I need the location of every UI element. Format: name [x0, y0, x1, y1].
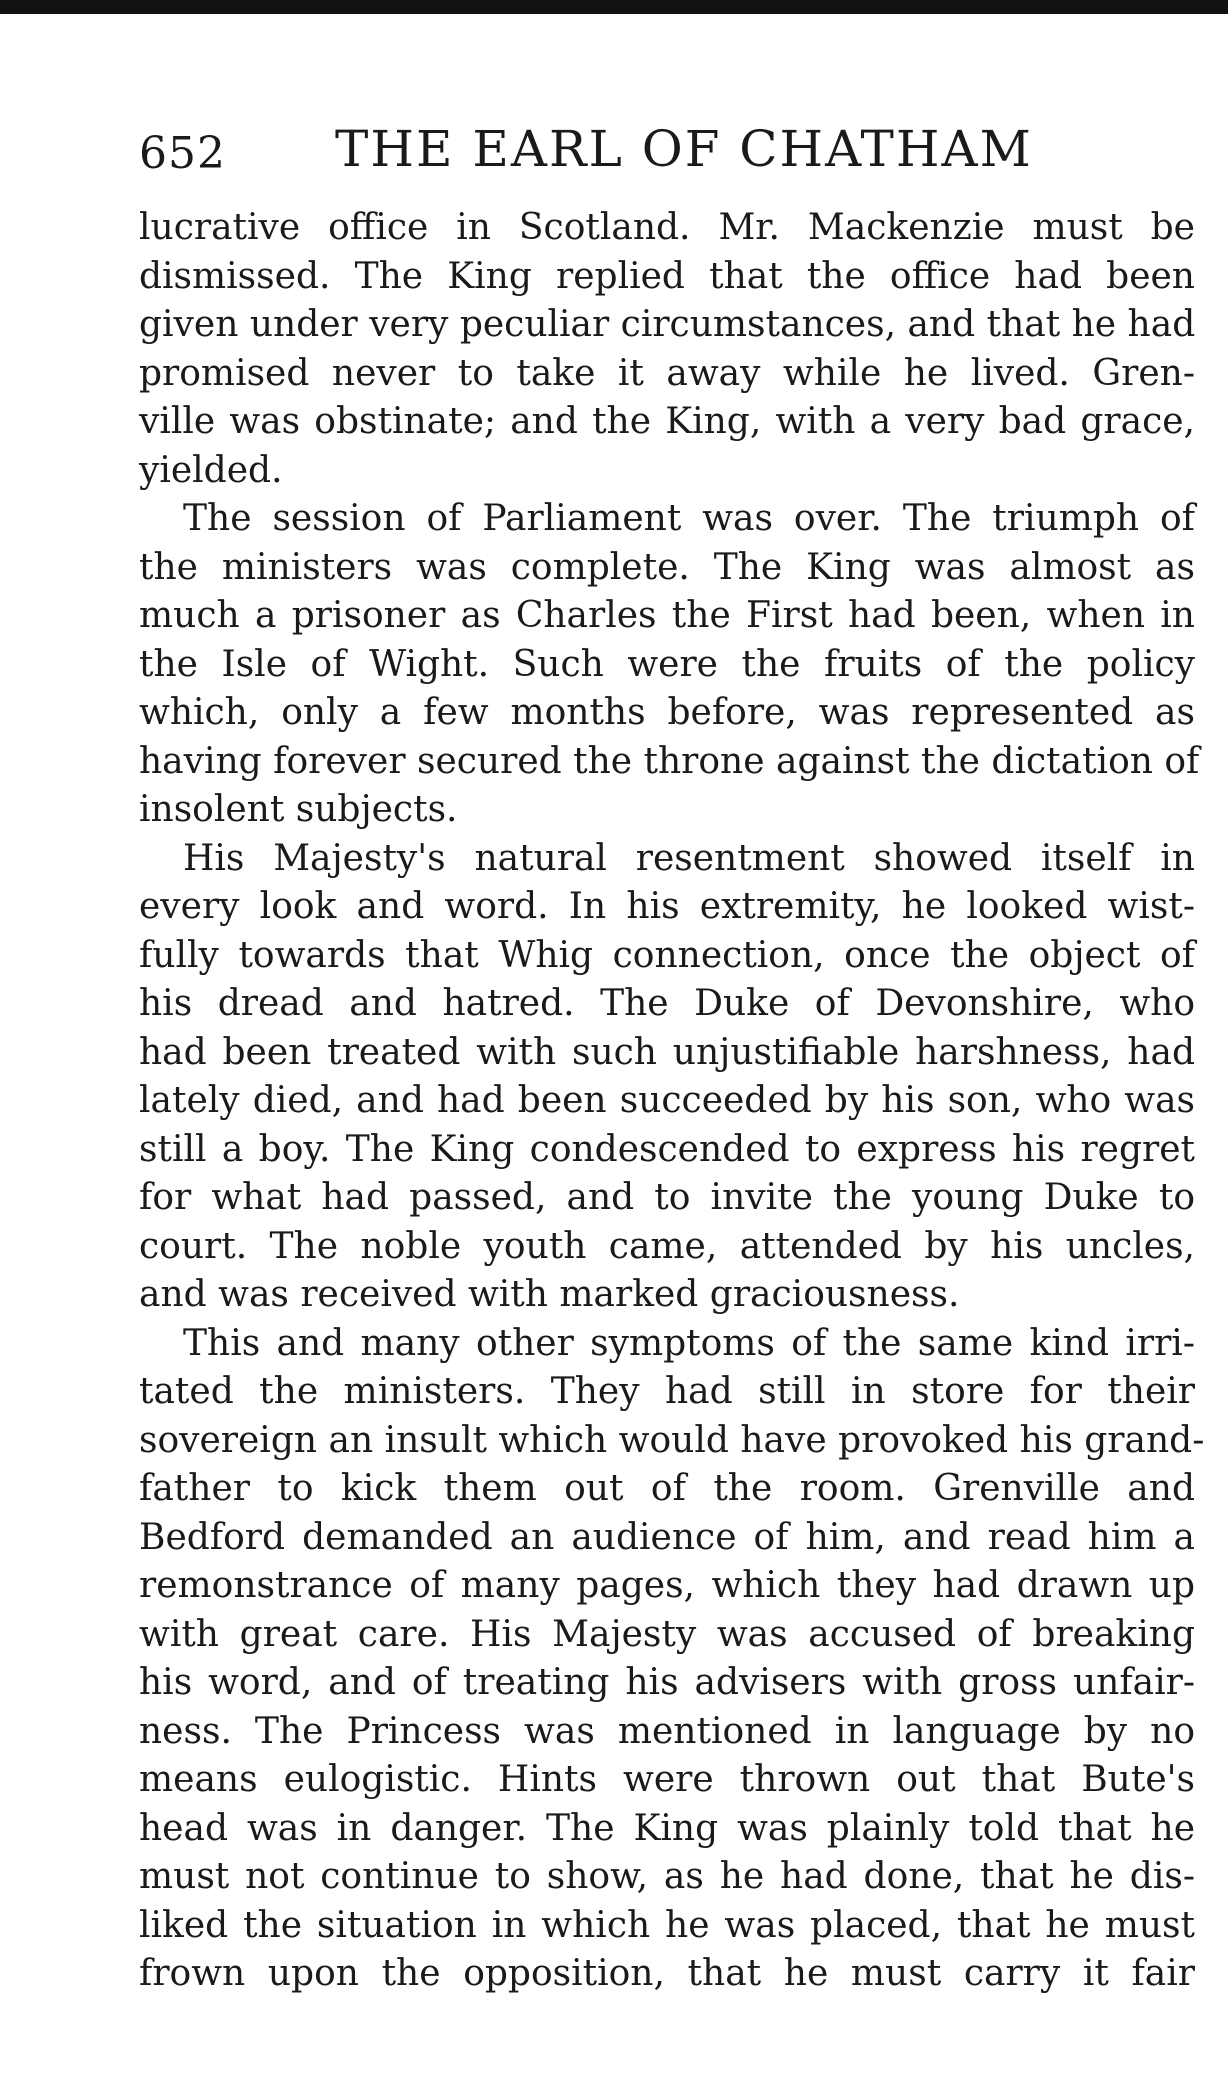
- text-line: lucrative office in Scotland. Mr. Mackenzie must be: [139, 207, 1195, 248]
- text-line: his dread and hatred. The Duke of Devonshire, who: [139, 983, 1195, 1024]
- text-line: and was received with marked graciousness.: [139, 1274, 960, 1315]
- paragraph: [139, 204, 1195, 495]
- text-line: frown upon the opposition, that he must carry it fair: [139, 1953, 1195, 1994]
- text-line: means eulogistic. Hints were thrown out that Bute's: [139, 1759, 1195, 1800]
- text-line: much a prisoner as Charles the First had been, when in: [139, 595, 1195, 636]
- text-line: with great care. His Majesty was accused of breaking: [139, 1613, 1195, 1655]
- text-line: the ministers was complete. The King was almost as: [139, 546, 1195, 588]
- text-line: the Isle of Wight. Such were the fruits of the policy: [139, 643, 1195, 685]
- text-line: having forever secured the throne against the dictation of: [139, 740, 1200, 782]
- running-head: [139, 120, 1195, 190]
- text-line: given under very peculiar circumstances, and that he had: [139, 304, 1196, 345]
- text-line: His Majesty's natural resentment showed itself in: [183, 837, 1195, 879]
- running-title: THE EARL OF CHATHAM: [335, 120, 1033, 178]
- body-text: [139, 204, 1205, 1999]
- text-line: head was in danger. The King was plainly told that he: [139, 1807, 1195, 1849]
- paragraph: [139, 835, 1195, 1320]
- text-line: had been treated with such unjustifiable harshness, had: [139, 1031, 1195, 1073]
- paragraph: [139, 1320, 1205, 1999]
- text-line: insolent subjects.: [139, 789, 458, 830]
- text-line: remonstrance of many pages, which they had drawn up: [139, 1565, 1195, 1606]
- text-line: yielded.: [139, 449, 283, 491]
- text-line: ness. The Princess was mentioned in language by no: [139, 1710, 1195, 1752]
- text-line: every look and word. In his extremity, he looked wist-: [139, 886, 1195, 927]
- text-line: court. The noble youth came, attended by his uncles,: [139, 1225, 1195, 1267]
- text-line: for what had passed, and to invite the young Duke to: [139, 1177, 1195, 1218]
- text-line: must not continue to show, as he had done, that he dis-: [139, 1856, 1195, 1897]
- text-line: father to kick them out of the room. Grenville and: [139, 1468, 1195, 1509]
- text-line: liked the situation in which he was placed, that he must: [139, 1904, 1195, 1946]
- text-line: ville was obstinate; and the King, with a very bad grace,: [139, 401, 1195, 442]
- text-line: tated the ministers. They had still in store for their: [139, 1371, 1195, 1412]
- text-line: fully towards that Whig connection, once the object of: [139, 934, 1195, 976]
- text-line: which, only a few months before, was represented as: [139, 692, 1195, 733]
- text-line: promised never to take it away while he lived. Gren-: [139, 352, 1195, 394]
- paragraph: [139, 495, 1200, 835]
- text-line: lately died, and had been succeeded by his son, who was: [139, 1080, 1195, 1121]
- book-page: [139, 120, 1205, 1999]
- text-line: Bedford demanded an audience of him, and read him a: [139, 1516, 1195, 1558]
- page-number: 652: [139, 128, 226, 179]
- text-line: dismissed. The King replied that the office had been: [139, 255, 1195, 297]
- text-line: This and many other symptoms of the same kind irri-: [183, 1322, 1195, 1364]
- text-line: his word, and of treating his advisers with gross unfair-: [139, 1662, 1195, 1703]
- text-line: still a boy. The King condescended to express his regret: [139, 1128, 1195, 1170]
- top-border-rule: [0, 0, 1228, 14]
- text-line: The session of Parliament was over. The triumph of: [183, 498, 1195, 539]
- text-line: sovereign an insult which would have provoked his grand-: [139, 1419, 1205, 1461]
